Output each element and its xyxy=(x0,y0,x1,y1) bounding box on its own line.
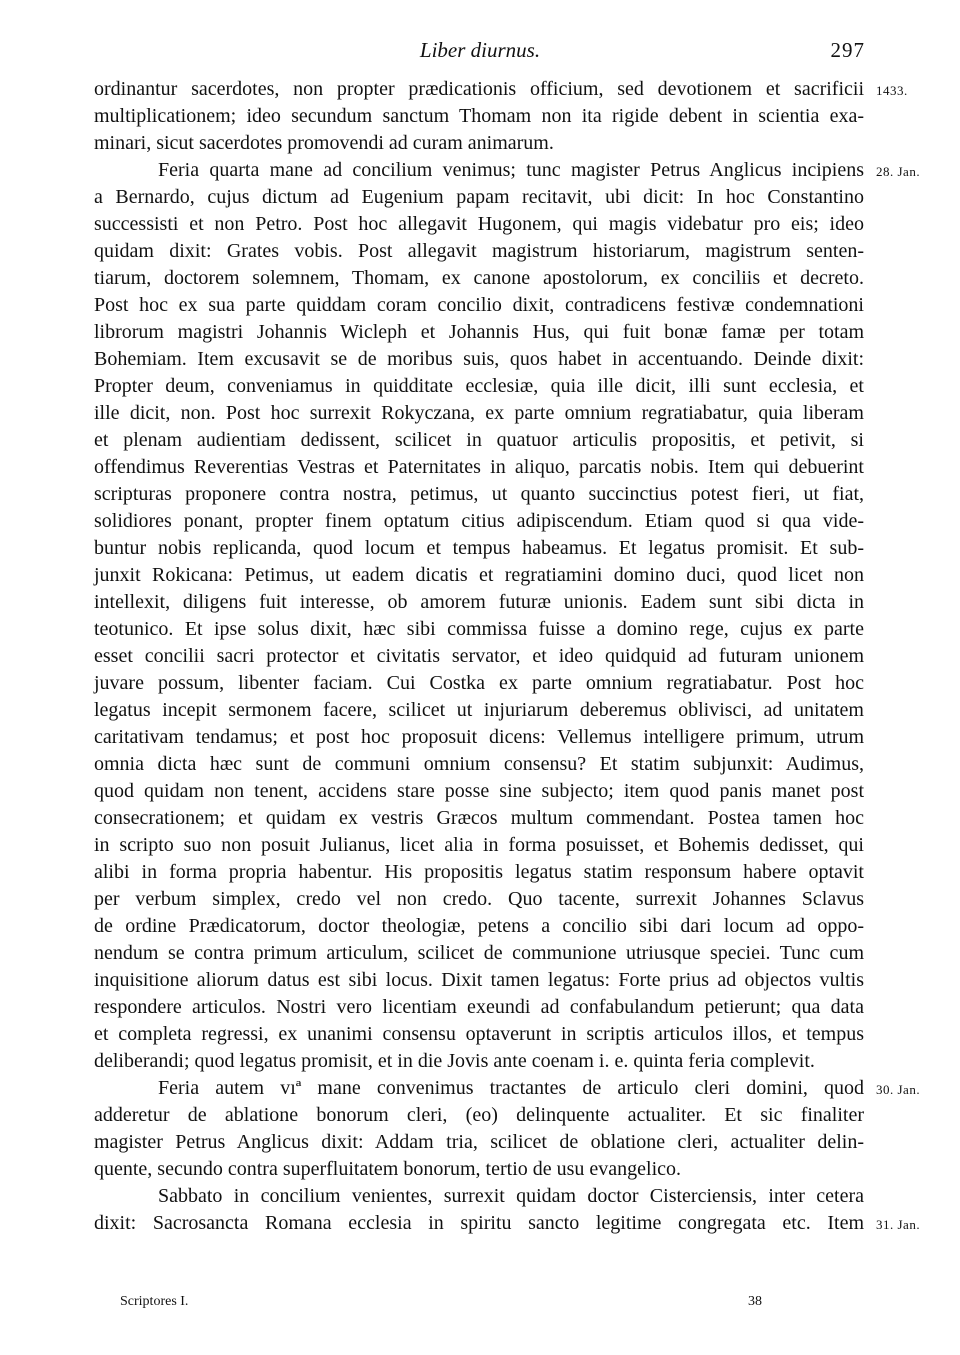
text-line: offendimus Reverentias Vestras et Paternitates in aliquo, parcatis nobis. Item qui debuerint xyxy=(94,456,864,478)
text-line: per verbum simplex, credo vel non credo. Quo tacente, surrexit Johannes Sclavus xyxy=(94,888,864,910)
text-line: de ordine Prædicatorum, doctor theologiæ, petens a concilio sibi dari locum ad oppo- xyxy=(94,915,864,937)
text-line: inquisitione aliorum datus est sibi locus. Dixit tamen legatus: Forte prius ad objectos vultis xyxy=(94,969,864,991)
margin-date-note: 28. Jan. xyxy=(876,164,921,179)
signature-number: 38 xyxy=(748,1294,762,1309)
text-line: junxit Rokicana: Petimus, ut eadem dicatis et regratiamini domino duci, quod licet non xyxy=(94,564,864,586)
text-line: ille dicit, non. Post hoc surrexit Rokyczana, ex parte omnium regratiabatur, quia liberam xyxy=(94,402,864,424)
text-line: legatus incepit sermonem facere, scilicet ut injuriarum deberemus oblivisci, ad unitatem xyxy=(94,699,864,721)
text-line: deliberandi; quod legatus promisit, et in die Jovis ante coenam i. e. quinta feria complevit. xyxy=(94,1050,815,1072)
margin-date-note: 31. Jan. xyxy=(876,1217,921,1232)
text-line: intellexit, diligens fuit interesse, ob amorem futuræ unionis. Eadem sunt sibi dicta in xyxy=(94,591,864,613)
running-title: Liber diurnus. xyxy=(419,38,541,62)
text-line: multiplicationem; ideo secundum sanctum Thomam non ita rigide debent in scientia exa- xyxy=(94,105,864,127)
text-line: Propter deum, conveniamus in quidditate ecclesiæ, quia ille dicit, illi sunt ecclesia, et xyxy=(94,375,864,397)
text-line: successisti et non Petro. Post hoc allegavit Hugonem, qui magis videbatur pro eis; ideo xyxy=(94,213,864,235)
text-line: teotunico. Et ipse solus dixit, hæc sibi commissa fuisse a domino rege, cujus ex parte xyxy=(94,618,864,640)
text-line: nendum se contra primum articulum, scilicet de communione utriusque speciei. Tunc cum xyxy=(94,942,864,964)
text-line: librorum magistri Johannis Wicleph et Johannis Hus, qui fuit bonæ famæ per totam xyxy=(94,321,864,343)
text-line: consecrationem; et quidam ex vestris Græcos multum commendant. Postea tamen hoc xyxy=(94,807,864,829)
text-line: et completa regressi, ex unanimi consensu optaverunt in scriptis articulos illos, et tempus xyxy=(94,1023,864,1045)
text-line: et plenam audientiam dedissent, scilicet in quatuor articulis propositis, et petivit, si xyxy=(94,429,864,451)
margin-date-note: 1433. xyxy=(876,83,908,98)
signature-mark: Scriptores I. xyxy=(120,1294,189,1309)
text-line: quente, secundo contra superfluitatem bonorum, tertio de usu evangelico. xyxy=(94,1158,682,1180)
text-line: Feria quarta mane ad concilium venimus; tunc magister Petrus Anglicus incipiens xyxy=(158,159,864,181)
text-line: buntur nobis replicanda, quod locum et tempus habeamus. Et legatus promisit. Et sub- xyxy=(94,537,864,559)
text-line: respondere articulos. Nostri vero licentiam exeundi ad confabulandum petierunt; qua data xyxy=(94,996,864,1018)
text-line: ordinantur sacerdotes, non propter prædicationis officium, sed devotionem et sacrificii xyxy=(94,78,864,100)
text-line: magister Petrus Anglicus dixit: Addam tria, scilicet de oblatione cleri, actualiter delin- xyxy=(94,1131,864,1153)
text-line: quod quidam non tenent, accidens stare posse sine subjecto; item quod panis manet post xyxy=(94,780,864,802)
text-line: Bohemiam. Item excusavit se de moribus suis, quos habet in accentuando. Deinde dixit: xyxy=(94,348,864,370)
text-line: caritativam tendamus; et post hoc proposuit dicens: Vellemus intelligere primum, utrum xyxy=(94,726,864,748)
text-line: dixit: Sacrosancta Romana ecclesia in spiritu sancto legitime congregata etc. Item xyxy=(94,1212,864,1234)
text-line: quidam dixit: Grates vobis. Post allegavit magistrum historiarum, magistrum senten- xyxy=(94,240,864,262)
text-line: adderetur de ablatione bonorum cleri, (eo) delinquente actualiter. Et sic finaliter xyxy=(94,1104,864,1126)
text-line: in scripto suo non posuit Julianus, licet alia in forma posuisset, et Bohemis dedisset, qui xyxy=(94,834,864,856)
text-line: esset concilii sacri protector et civitatis servator, et ideo quidquid ad futuram unionem xyxy=(94,645,864,667)
text-line: omnia dicta hæc sunt de communi omnium consensu? Et statim subjunxit: Audimus, xyxy=(94,753,864,775)
text-line: scripturas proponere contra nostra, petimus, ut quanto succinctius potest fieri, ut fiat, xyxy=(94,483,864,505)
text-line: a Bernardo, cujus dictum ad Eugenium papam recitavit, ubi dicit: In hoc Constantino xyxy=(94,186,864,208)
text-line: Feria autem vıª mane convenimus tractantes de articulo cleri domini, quod xyxy=(158,1077,864,1099)
text-line: Sabbato in concilium venientes, surrexit quidam doctor Cisterciensis, inter cetera xyxy=(158,1185,864,1207)
text-line: Post hoc ex sua parte quiddam coram concilio dixit, contradicens festivæ condemnationi xyxy=(94,294,864,316)
page-number: 297 xyxy=(830,38,865,62)
text-line: tiarum, doctorem solemnem, Thomam, ex canone apostolorum, ex conciliis et decreto. xyxy=(94,267,864,289)
text-line: juvare possum, libenter faciam. Cui Costka ex parte omnium regratiabatur. Post hoc xyxy=(94,672,864,694)
text-line: minari, sicut sacerdotes promovendi ad curam animarum. xyxy=(94,132,554,154)
margin-date-note: 30. Jan. xyxy=(876,1082,921,1097)
text-line: solidiores ponant, propter finem optatum citius adipiscendum. Etiam quod si qua vide- xyxy=(94,510,864,532)
text-line: alibi in forma propria habentur. His propositis legatus statim responsum habere optavit xyxy=(94,861,864,883)
